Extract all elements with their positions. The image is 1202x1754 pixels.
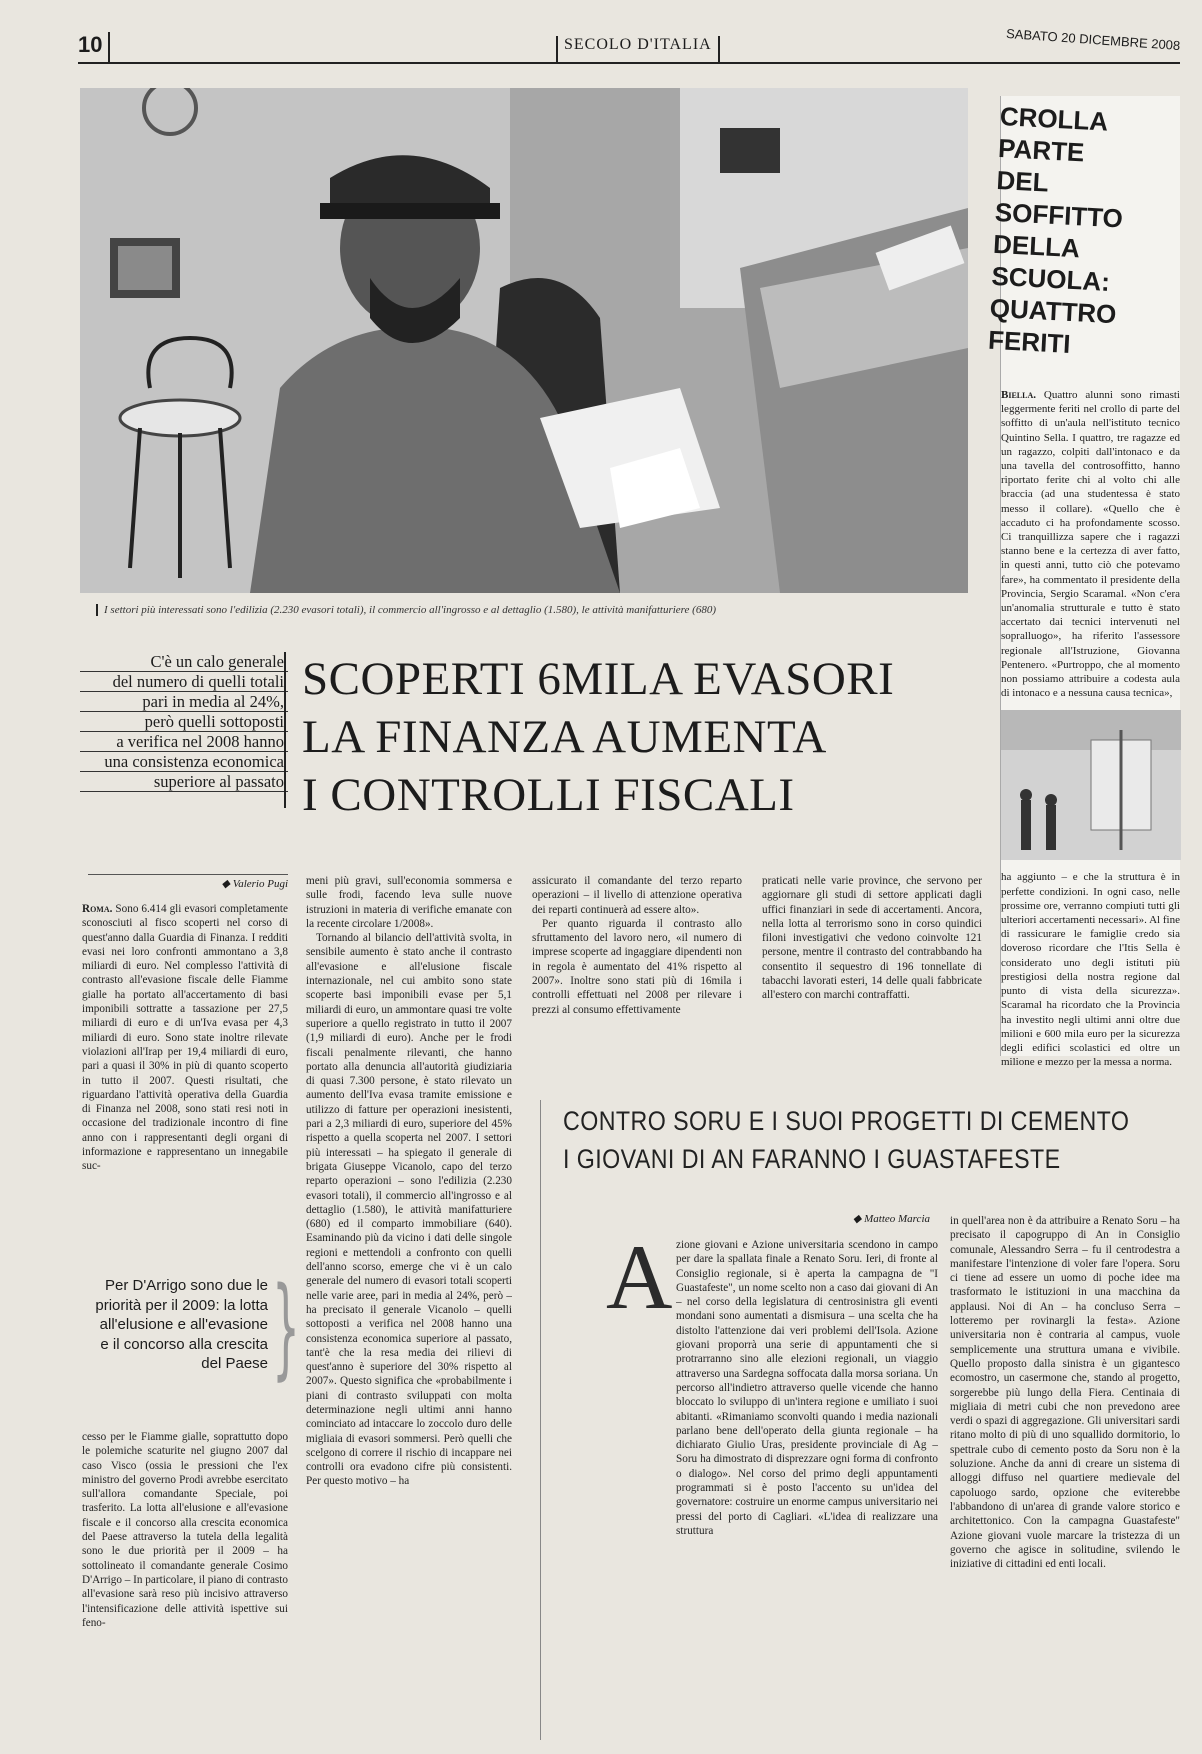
article-column-1-continued xyxy=(82,1430,288,1730)
main-byline: ◆ Valerio Pugi xyxy=(88,874,288,890)
article-column-4 xyxy=(762,874,982,1070)
article-column-2 xyxy=(306,874,512,1738)
headline-line: SCOPERTI 6MILA EVASORI xyxy=(302,653,895,705)
column-text: zione giovani e Azione universitaria scendono in campo per dare la spallata finale a Renato Soru. Ieri, di fronte al Consiglio regionale, si è aperta la campagna de "I Guastafeste", un nome scelto non a caso dai giovani di An – nel corso della legislatura di centrosinistra gli eventi mondani sono aumentati a dismisura – una scelta che ha distolto l'attenzione dai veri problemi dell'Isola. Azione giovani proporrà una serie di appuntamenti che si protrarranno sino alle elezioni regionali, un viaggio attraverso una Sardegna soffocata dalla morsa soriana. Un percorso all'indietro attraverso quelle vicende che hanno bloccato lo sviluppo di un'intera regione e umiliato i suoi abitanti. «Rimaniamo sconvolti quando i media nazionali parlano bene dell'operato della giunta regionale – ha dichiarato Giulio Uras, presidente provinciale di Ag – Soru ha dimostrato di disprezzare ogni forma di confronto o dialogo». Nel corso del primo degli appuntamenti programmati si è posto l'accento su un'idea del governatore: costruire un enorme campus universitario nei pressi del porto di Cagliari. «L'idea di realizzare una struttura xyxy=(676,1239,938,1537)
pull-quote: Per D'Arrigo sono due le priorità per il 2009: la lotta all'elusione e all'evasione e il concorso alla crescita del Paese xyxy=(95,1277,268,1372)
deck-line: una consistenza economica xyxy=(80,752,288,772)
article-deck xyxy=(80,652,288,792)
deck-line: a verifica nel 2008 hanno xyxy=(80,732,288,752)
sidebar-dateline: Biella. xyxy=(1001,389,1036,401)
photo-caption: I settori più interessati sono l'edilizia (2.230 evasori totali), il commercio all'ingrosso e al dettaglio (1.580), le attività manifatturiere (680) xyxy=(96,604,976,616)
deck-line: C'è un calo generale xyxy=(80,652,288,672)
second-headline-line: I GIOVANI DI AN FARANNO I GUASTAFESTE xyxy=(563,1144,1061,1174)
sidebar-headline xyxy=(987,96,1180,373)
deck-line: superiore al passato xyxy=(80,772,288,792)
article-column-3 xyxy=(532,874,742,1070)
sidebar-headline-line: DELLA SCUOLA: xyxy=(990,228,1111,297)
column-paragraph: meni più gravi, sull'economia sommersa e sulle frodi, facendo leva sulle nuove istruzioni in materia di verifiche emanate con la recente circolare 1/2008». xyxy=(306,875,512,930)
main-headline xyxy=(302,650,992,824)
paper-name: SECOLO D'ITALIA xyxy=(556,36,720,64)
guard-inspection-photo xyxy=(80,88,968,593)
second-byline: ◆ Matteo Marcia xyxy=(852,1213,930,1225)
sidebar-headline-line: CROLLA PARTE xyxy=(997,100,1108,168)
drop-cap: A xyxy=(606,1226,673,1328)
column-paragraph: Per quanto riguarda il contrasto allo sfruttamento del lavoro nero, «il numero di imprese scoperte ad ingaggiare dipendenti non in regola è aumentato del 41% rispetto al 2007». Inoltre sono stati più di 16mila i controlli effettuati nel 2008 per rilevare i prezzi al consumo effettivamente xyxy=(532,917,742,1016)
deck-rule xyxy=(284,652,286,808)
school-ceiling-photo xyxy=(1001,710,1181,860)
sidebar-headline-line: QUATTRO FERITI xyxy=(987,292,1118,359)
column-paragraph: Tornando al bilancio dell'attività svolta, in sensibile aumento è stato anche il contrasto all'evasione e all'elusione fiscale internazionale, nel cui ambito sono state scoperte basi imponibili evase per 5,1 miliardi di euro, un ammontare quasi tre volte superiore a quello registrato in tutto il 2007 (1,9 miliardi di euro). Anche per le frodi fiscali penalmente rilevanti, che hanno portato alla denuncia all'autorità giudiziaria di quasi 7.300 persone, è stato rilevato un aumento dell'Iva evasa tramite emissione e utilizzo di fatture per operazioni inesistenti, pari a 2,3 miliardi di euro, superiore del 45% rispetto a quella scoperta nel 2007. I settori più interessati – ha spiegato il generale di brigata Giuseppe Vicanolo, capo del terzo reparto operazioni – sono l'edilizia (2.230 evasori totali), il commercio all'ingrosso e al dettaglio (1.580), le attività manifatturiere (680) ed il comparto immobiliare (640). Esaminando più da vicino i dati delle singole regioni e mettendoli a confronto con quelli dell'anno scorso, emerge che vi è un calo generale del numero di evasori totali scoperti nelle varie aree, pari in media al 24%, però – ha precisato il generale Vicanolo – quelli sottoposti a verifica nel 2008 hanno una consistenza economica superiore al passato, tant'è che la resa media dei rilievi di quest'anno è superiore del 30% rispetto al 2007». Questo significa che «probabilmente i piani di contrasto sviluppati con molta determinazione negli ultimi anni hanno cominciato ad intaccare lo zoccolo duro delle migliaia di evasori sommersi. Però quelli che scelgono di correre il rischio di incappare nei controlli ora evadono cifre più consistenti. Per questo motivo – ha xyxy=(306,932,512,1488)
sidebar-headline-line: DEL SOFFITTO xyxy=(994,164,1124,234)
headline-line: I CONTROLLI FISCALI xyxy=(302,769,795,821)
second-article-column-2 xyxy=(950,1214,1180,1738)
masthead xyxy=(78,25,1181,64)
second-article-column-1 xyxy=(676,1238,938,1738)
sidebar-photo xyxy=(1001,710,1181,860)
article-column-1 xyxy=(82,902,288,1258)
deck-line: però quelli sottoposti xyxy=(80,712,288,732)
headline-line: LA FINANZA AUMENTA xyxy=(302,711,827,763)
pull-quote-brace: } xyxy=(272,1263,300,1391)
deck-line: del numero di quelli totali xyxy=(80,672,288,692)
deck-line: pari in media al 24%, xyxy=(80,692,288,712)
main-photo xyxy=(80,88,968,593)
column-text: Sono 6.414 gli evasori completamente sconosciuti al fisco scoperti nel corso di quest'anno dalla Guardia di Finanza. I redditi evasi nei loro confronti ammontano a 3,8 miliardi di euro. Nel complesso l'attività di contrasto all'evasione fiscale delle Fiamme gialle ha portato all'accertamento di basi imponibili sottratte a tassazione per 27,5 miliardi di euro e di un'Iva evasa per 4,3 miliardi di euro. Sono state inoltre rilevate violazioni all'Irap per 19,4 miliardi di euro, pari a quasi il 30% in più di quanto scoperto in tutto il 2007. Questi risultati, che riguardano l'attività operativa della Guardia di Finanza nel 2008, sono stati resi noti in occasione del tradizionale incontro di fine anno con i rappresentanti degli organi di informazione e rappresentano un innegabile suc- xyxy=(82,903,288,1173)
column-paragraph: assicurato il comandante del terzo reparto operazioni – il livello di attenzione operativa dei reparti continuerà ad essere alto». xyxy=(532,875,742,916)
dateline: Roma. xyxy=(82,903,113,915)
second-headline-line: CONTRO SORU E I SUOI PROGETTI DI CEMENTO xyxy=(563,1106,1130,1136)
sidebar-paragraph xyxy=(1001,388,1180,700)
column-text: cesso per le Fiamme gialle, soprattutto dopo le polemiche scaturite nel giugno 2007 dal caso Visco (ossia le pressioni che l'ex ministro del governo Prodi avrebbe esercitato sull'allora comandante Speciale, poi trasferito. La lotta all'elusione e all'evasione fiscale e il concorso alla crescita economica del Paese attraverso la tutela della legalità sono le due priorità per il 2009 – ha sottolineato il comandante generale Cosimo D'Arrigo – In particolare, il piano di contrasto all'evasione sarà reso più incisivo attraverso l'intensificazione delle attività ispettive sui feno- xyxy=(82,1431,288,1629)
issue-date: SABATO 20 DICEMBRE 2008 xyxy=(1005,25,1181,54)
sidebar-text-1: Quattro alunni sono rimasti leggermente feriti nel crollo di parte del soffitto di un'aula nell'istituto tecnico Quintino Sella. I quattro, tre ragazze ed un ragazzo, colpiti dall'intonaco e da una tavella del controsoffitto, hanno riportato ferite chi al volto chi alle braccia (ad una studentessa è stato messo il collare). «Quello che è accaduto ci ha profondamente scosso. Ci tranquillizza sapere che i ragazzi stanno bene e la certezza di aver fatto, in questi anni, tutto ciò che potevamo fare», ha commentato il presidente della Provincia, Sergio Scaramal. «Non c'era un'anomalia strutturale e tutto è stato accertato dai tecnici intervenuti nel sopralluogo», ha riferito l'assessore regionale all'Istruzione, Giovanna Pentenero. «Purtroppo, che al momento non possiamo attribuire a codesta aula di intonaco e a nessuna causa tecnica», xyxy=(1001,389,1180,700)
column-text: in quell'area non è da attribuire a Renato Soru – ha precisato il capogruppo di An in Consiglio comunale, Alessandro Serra – fu il centrodestra a manifestare l'intenzione di voler fare l'opera. Soru ci tiene ad essere un uomo di poche idee ma trasformato le istituzioni in una macchina da applausi. Noi di An – ha concluso Serra – lotteremo per rovinargli la festa». Azione universitaria non è contraria al campus, vuole semplicemente una struttura umana e vivibile. Quello proposto dalla sinistra è un gigantesco ecomostro, un casermone che, stando al progetto, sorgerebbe più lungo della Fiera. Centinaia di migliaia di metri cubi che non prevedono aree verdi o spazi di aggregazione. Gli universitari sardi ritano molto di più di uno squallido dormitorio, lo spettrale cubo di cemento posto da Soru non è la soluzione. Anche da anni di creare un sistema di alloggi diffuso nel quartiere medievale del capoluogo sardo, opzione che eviterebbe l'abbandono di un'area di grande valore storico e architettonico. Con la campagna Guastafeste" Azione giovani vuole marcare la tristezza di un governo che agisce in solitudine, svilendo le iniziative di cittadini ed enti locali. xyxy=(950,1215,1180,1571)
second-article-headline xyxy=(563,1102,1130,1178)
sidebar-article xyxy=(987,96,1180,1069)
sidebar-body xyxy=(1001,388,1180,1069)
page-number: 10 xyxy=(78,32,110,62)
column-paragraph: praticati nelle varie province, che servono per aggiornare gli studi di settore applicati dagli uffici finanziari in sede di accertamenti. Ancora, nella lotta al terrorismo sono in corso quindici filoni investigativi che vedono coinvolte 121 persone, mentre il contrasto del contrabbando ha consentito il sequestro di 196 tonnellate di tabacchi lavorati esteri, 14 delle quali fabbricate all'estero con marchi contraffatti. xyxy=(762,875,982,1002)
sidebar-paragraph: ha aggiunto – e che la struttura è in perfette condizioni. In ogni caso, nelle prossime ore, verranno compiuti tutti gli ulteriori accertamenti necessari». Al fine di rassicurare le famiglie credo sia doveroso ricordare che l'Itis Sella è considerato uno degli istituti più prestigiosi della nostra regione dal punto di vista della sicurezza». Scaramal ha ricordato che la Provincia ha investito negli ultimi anni oltre due milioni e 600 mila euro per la sicurezza degli edifici scolastici ed oltre un milione e mezzo per la messa a norma. xyxy=(1001,871,1180,1069)
